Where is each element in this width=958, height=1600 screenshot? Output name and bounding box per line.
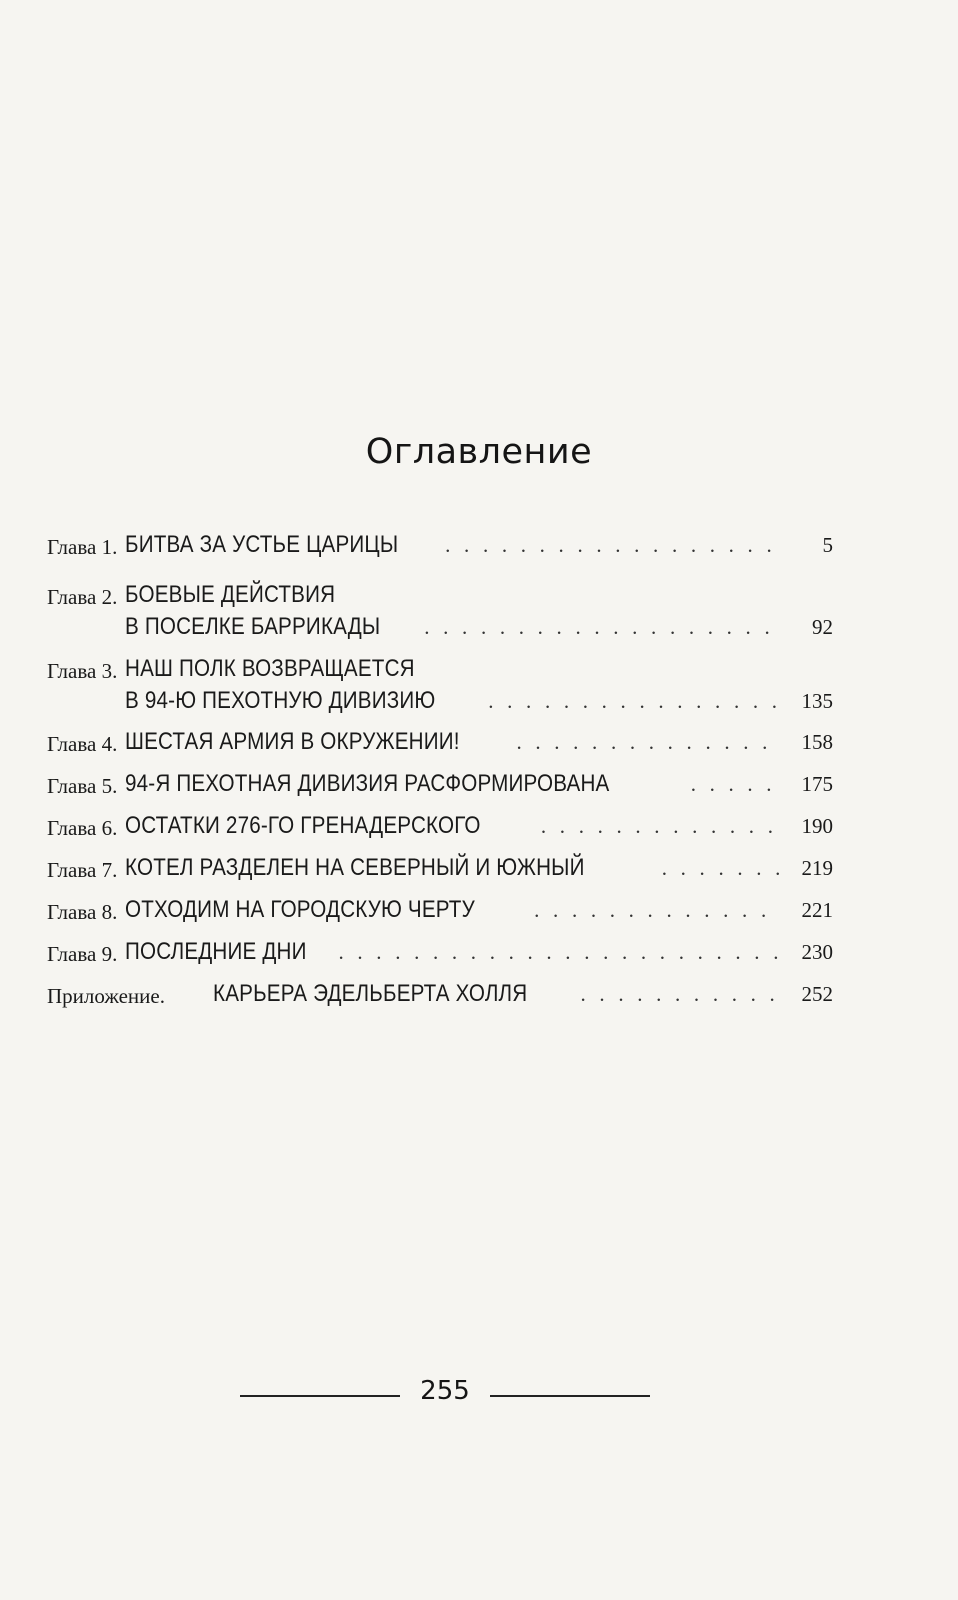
page-number: 221 [801, 898, 833, 922]
page-footer [0, 1376, 958, 1416]
chapter-title: БОЕВЫЕ ДЕЙСТВИЯ [125, 581, 336, 608]
chapter-title: КОТЕЛ РАЗДЕЛЕН НА СЕВЕРНЫЙ И ЮЖНЫЙ [125, 854, 585, 881]
chapter-label: Глава 9. [47, 942, 118, 966]
chapter-label: Глава 5. [47, 774, 118, 798]
dot-leader [339, 940, 780, 965]
dot-leader [662, 856, 779, 881]
page-number: 219 [801, 856, 833, 880]
chapter-label: Глава 6. [47, 816, 118, 840]
chapter-title-continued: В 94-Ю ПЕХОТНУЮ ДИВИЗИЮ [125, 687, 436, 714]
footer-rule-left [240, 1395, 400, 1397]
appendix-label: Приложение. [47, 984, 165, 1008]
chapter-title-continued: В ПОСЕЛКЕ БАРРИКАДЫ [125, 613, 381, 640]
chapter-label: Глава 3. [47, 659, 118, 683]
chapter-title: ОСТАТКИ 276-ГО ГРЕНАДЕРСКОГО [125, 812, 481, 839]
chapter-title: ПОСЛЕДНИЕ ДНИ [125, 938, 307, 965]
dot-leader [691, 772, 785, 797]
toc-title: Оглавление [365, 432, 593, 472]
chapter-label: Глава 2. [47, 585, 118, 609]
dot-leader [581, 982, 779, 1007]
dot-leader [534, 898, 779, 923]
chapter-title: БИТВА ЗА УСТЬЕ ЦАРИЦЫ [125, 531, 399, 558]
chapter-title: ОТХОДИМ НА ГОРОДСКУЮ ЧЕРТУ [125, 896, 476, 923]
footer-rule-right [490, 1395, 650, 1397]
dot-leader [488, 689, 779, 714]
chapter-title: 94-Я ПЕХОТНАЯ ДИВИЗИЯ РАСФОРМИРОВАНА [125, 770, 610, 797]
page-number: 190 [801, 814, 833, 838]
chapter-label: Глава 1. [47, 535, 118, 559]
page-number: 175 [801, 772, 833, 796]
chapter-label: Глава 4. [47, 732, 118, 756]
page-number: 135 [801, 689, 833, 713]
dot-leader [516, 730, 779, 755]
dot-leader [424, 615, 779, 640]
chapter-title: ШЕСТАЯ АРМИЯ В ОКРУЖЕНИИ! [125, 728, 460, 755]
dot-leader [541, 814, 779, 839]
page-number: 252 [801, 982, 833, 1006]
chapter-label: Глава 8. [47, 900, 118, 924]
page-number: 158 [801, 730, 833, 754]
appendix-title: КАРЬЕРА ЭДЕЛЬБЕРТА ХОЛЛЯ [213, 980, 528, 1007]
page-number: 5 [822, 533, 833, 557]
page-number: 230 [801, 940, 833, 964]
dot-leader [445, 533, 779, 558]
page-number: 92 [812, 615, 833, 639]
chapter-label: Глава 7. [47, 858, 118, 882]
chapter-title: НАШ ПОЛК ВОЗВРАЩАЕТСЯ [125, 655, 416, 682]
page-folio: 255 [420, 1376, 470, 1406]
